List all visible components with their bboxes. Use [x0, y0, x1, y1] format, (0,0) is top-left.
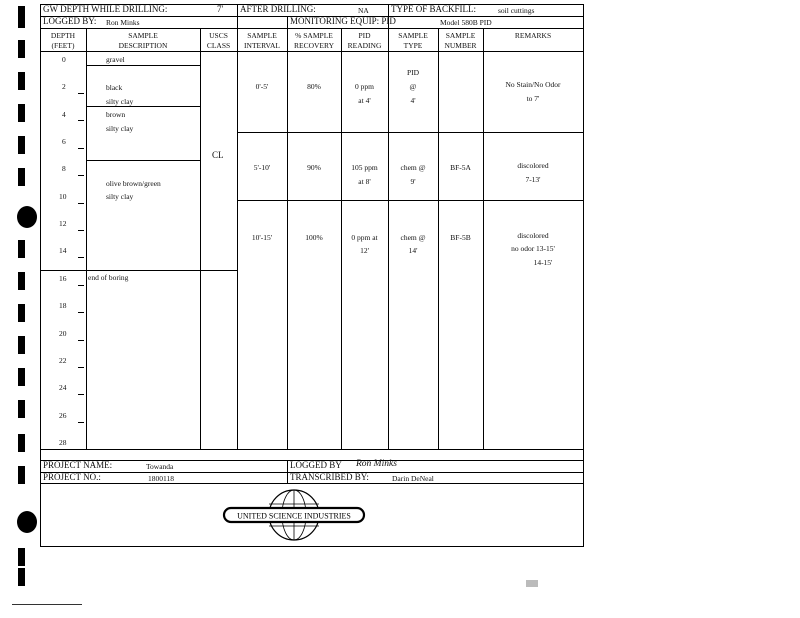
depth-tick: 4: [62, 110, 66, 119]
remarks: No Stain/No Odor: [505, 80, 561, 89]
pid-reading: 0 ppm at: [351, 233, 378, 242]
sample-type: 4': [410, 96, 416, 105]
binder-mark: [18, 434, 25, 452]
project-name-value: Towanda: [146, 462, 174, 471]
sample-interval: 10'-15': [251, 233, 273, 242]
binder-mark: [18, 368, 25, 386]
remarks: no odor 13-15': [511, 244, 555, 253]
binder-mark: [18, 548, 25, 566]
logged-by-label: LOGGED BY:: [43, 16, 97, 26]
desc-silty-clay-2: silty clay: [106, 124, 134, 133]
sample-recovery: 100%: [305, 233, 323, 242]
desc-silty-clay-1: silty clay: [106, 97, 134, 106]
binder-mark: [18, 304, 25, 322]
depth-tick: 0: [62, 55, 66, 64]
binder-mark: [18, 136, 25, 154]
remarks: to 7': [526, 94, 540, 103]
remarks: discolored: [517, 161, 549, 170]
depth-tick: 22: [59, 356, 67, 365]
monitoring-equip-label: MONITORING EQUIP: PID: [290, 16, 396, 26]
pid-reading: at 8': [358, 177, 371, 186]
col-uscs-1: USCS: [209, 31, 228, 40]
depth-tick: 2: [62, 82, 66, 91]
col-type-2: TYPE: [403, 41, 423, 50]
sample-number: BF-5A: [450, 163, 471, 172]
footer-logged-by-label: LOGGED BY: [290, 460, 342, 470]
remarks: 14-15': [533, 258, 553, 267]
logged-by-value: Ron Minks: [106, 18, 140, 27]
remarks: 7-13': [525, 175, 541, 184]
backfill-value: soil cuttings: [498, 6, 535, 15]
depth-tick: 20: [59, 329, 67, 338]
binder-hole: [17, 206, 37, 228]
desc-brown: brown: [106, 110, 126, 119]
sample-type: 9': [410, 177, 416, 186]
logo-text: UNITED SCIENCE INDUSTRIES: [237, 511, 351, 521]
after-drilling-label: AFTER DRILLING:: [240, 4, 316, 14]
col-depth-1: DEPTH: [50, 31, 76, 40]
binder-mark: [18, 104, 25, 122]
pid-reading: 105 ppm: [351, 163, 378, 172]
binder-mark: [18, 466, 25, 484]
pid-reading: 0 ppm: [355, 82, 374, 91]
backfill-label: TYPE OF BACKFILL:: [391, 4, 477, 14]
binder-mark: [18, 272, 25, 290]
col-interval-1: SAMPLE: [247, 31, 277, 40]
depth-tick: 18: [59, 301, 67, 310]
col-number-1: SAMPLE: [445, 31, 476, 40]
binder-mark: [18, 168, 25, 186]
sample-interval: 0'-5': [255, 82, 269, 91]
depth-tick: 8: [62, 164, 66, 173]
project-no-value: 1800118: [148, 474, 174, 483]
binder-mark: [18, 336, 25, 354]
binder-mark: [18, 40, 25, 58]
depth-tick: 6: [62, 137, 66, 146]
uscs-class: CL: [212, 150, 224, 160]
binder-hole: [17, 511, 37, 533]
sample-type: PID: [406, 68, 420, 77]
desc-gravel: gravel: [106, 55, 125, 64]
binder-mark: [18, 568, 25, 586]
col-uscs-2: CLASS: [206, 41, 231, 50]
monitoring-model: Model 580B PID: [440, 18, 492, 27]
sample-type: chem @: [400, 233, 426, 242]
col-recovery-1: % SAMPLE: [295, 31, 333, 40]
col-interval-2: INTERVAL: [244, 41, 280, 50]
pid-reading: 12': [360, 246, 369, 255]
sample-number: BF-5B: [450, 233, 471, 242]
project-no-label: PROJECT NO.:: [43, 472, 101, 482]
depth-tick: 26: [59, 411, 67, 420]
pid-reading: at 4': [358, 96, 371, 105]
depth-tick: 12: [59, 219, 67, 228]
sample-interval: 5'-10': [253, 163, 271, 172]
scan-artifact: [526, 580, 538, 587]
gw-depth-value: 7': [217, 4, 224, 14]
depth-tick: 24: [59, 383, 67, 392]
desc-olive: olive brown/green: [106, 179, 161, 188]
binder-mark: [18, 240, 25, 258]
project-name-label: PROJECT NAME:: [43, 460, 113, 470]
desc-silty-clay-3: silty clay: [106, 192, 134, 201]
col-pid-1: PID: [358, 31, 371, 40]
after-drilling-value: NA: [358, 6, 369, 15]
col-remarks: REMARKS: [514, 31, 552, 40]
binder-mark: [18, 400, 25, 418]
company-logo: [222, 487, 366, 543]
gw-depth-label: GW DEPTH WHILE DRILLING:: [43, 4, 168, 14]
footer-logged-by-signature: Ron Minks: [356, 459, 397, 469]
transcribed-by-value: Darin DeNeal: [392, 474, 434, 483]
depth-tick: 16: [59, 274, 67, 283]
transcribed-by-label: TRANSCRIBED BY:: [290, 472, 369, 482]
col-desc-1: SAMPLE: [128, 31, 158, 40]
binder-mark: [18, 72, 25, 90]
binder-mark: [18, 6, 25, 28]
col-depth-2: (FEET): [51, 41, 75, 50]
sample-type: @: [409, 82, 417, 91]
sample-type: chem @: [400, 163, 426, 172]
desc-end: end of boring: [88, 273, 129, 282]
col-type-1: SAMPLE: [398, 31, 428, 40]
depth-tick: 14: [59, 246, 67, 255]
col-number-2: NUMBER: [444, 41, 477, 50]
sample-type: 14': [408, 246, 418, 255]
globe-logo-icon: [222, 487, 366, 543]
depth-tick: 10: [59, 192, 67, 201]
depth-tick: 28: [59, 438, 67, 447]
desc-black: black: [106, 83, 123, 92]
sample-recovery: 80%: [307, 82, 321, 91]
sample-recovery: 90%: [307, 163, 321, 172]
col-recovery-2: RECOVERY: [293, 41, 334, 50]
remarks: discolored: [517, 231, 549, 240]
col-desc-2: DESCRIPTION: [118, 41, 168, 50]
col-pid-2: READING: [347, 41, 382, 50]
